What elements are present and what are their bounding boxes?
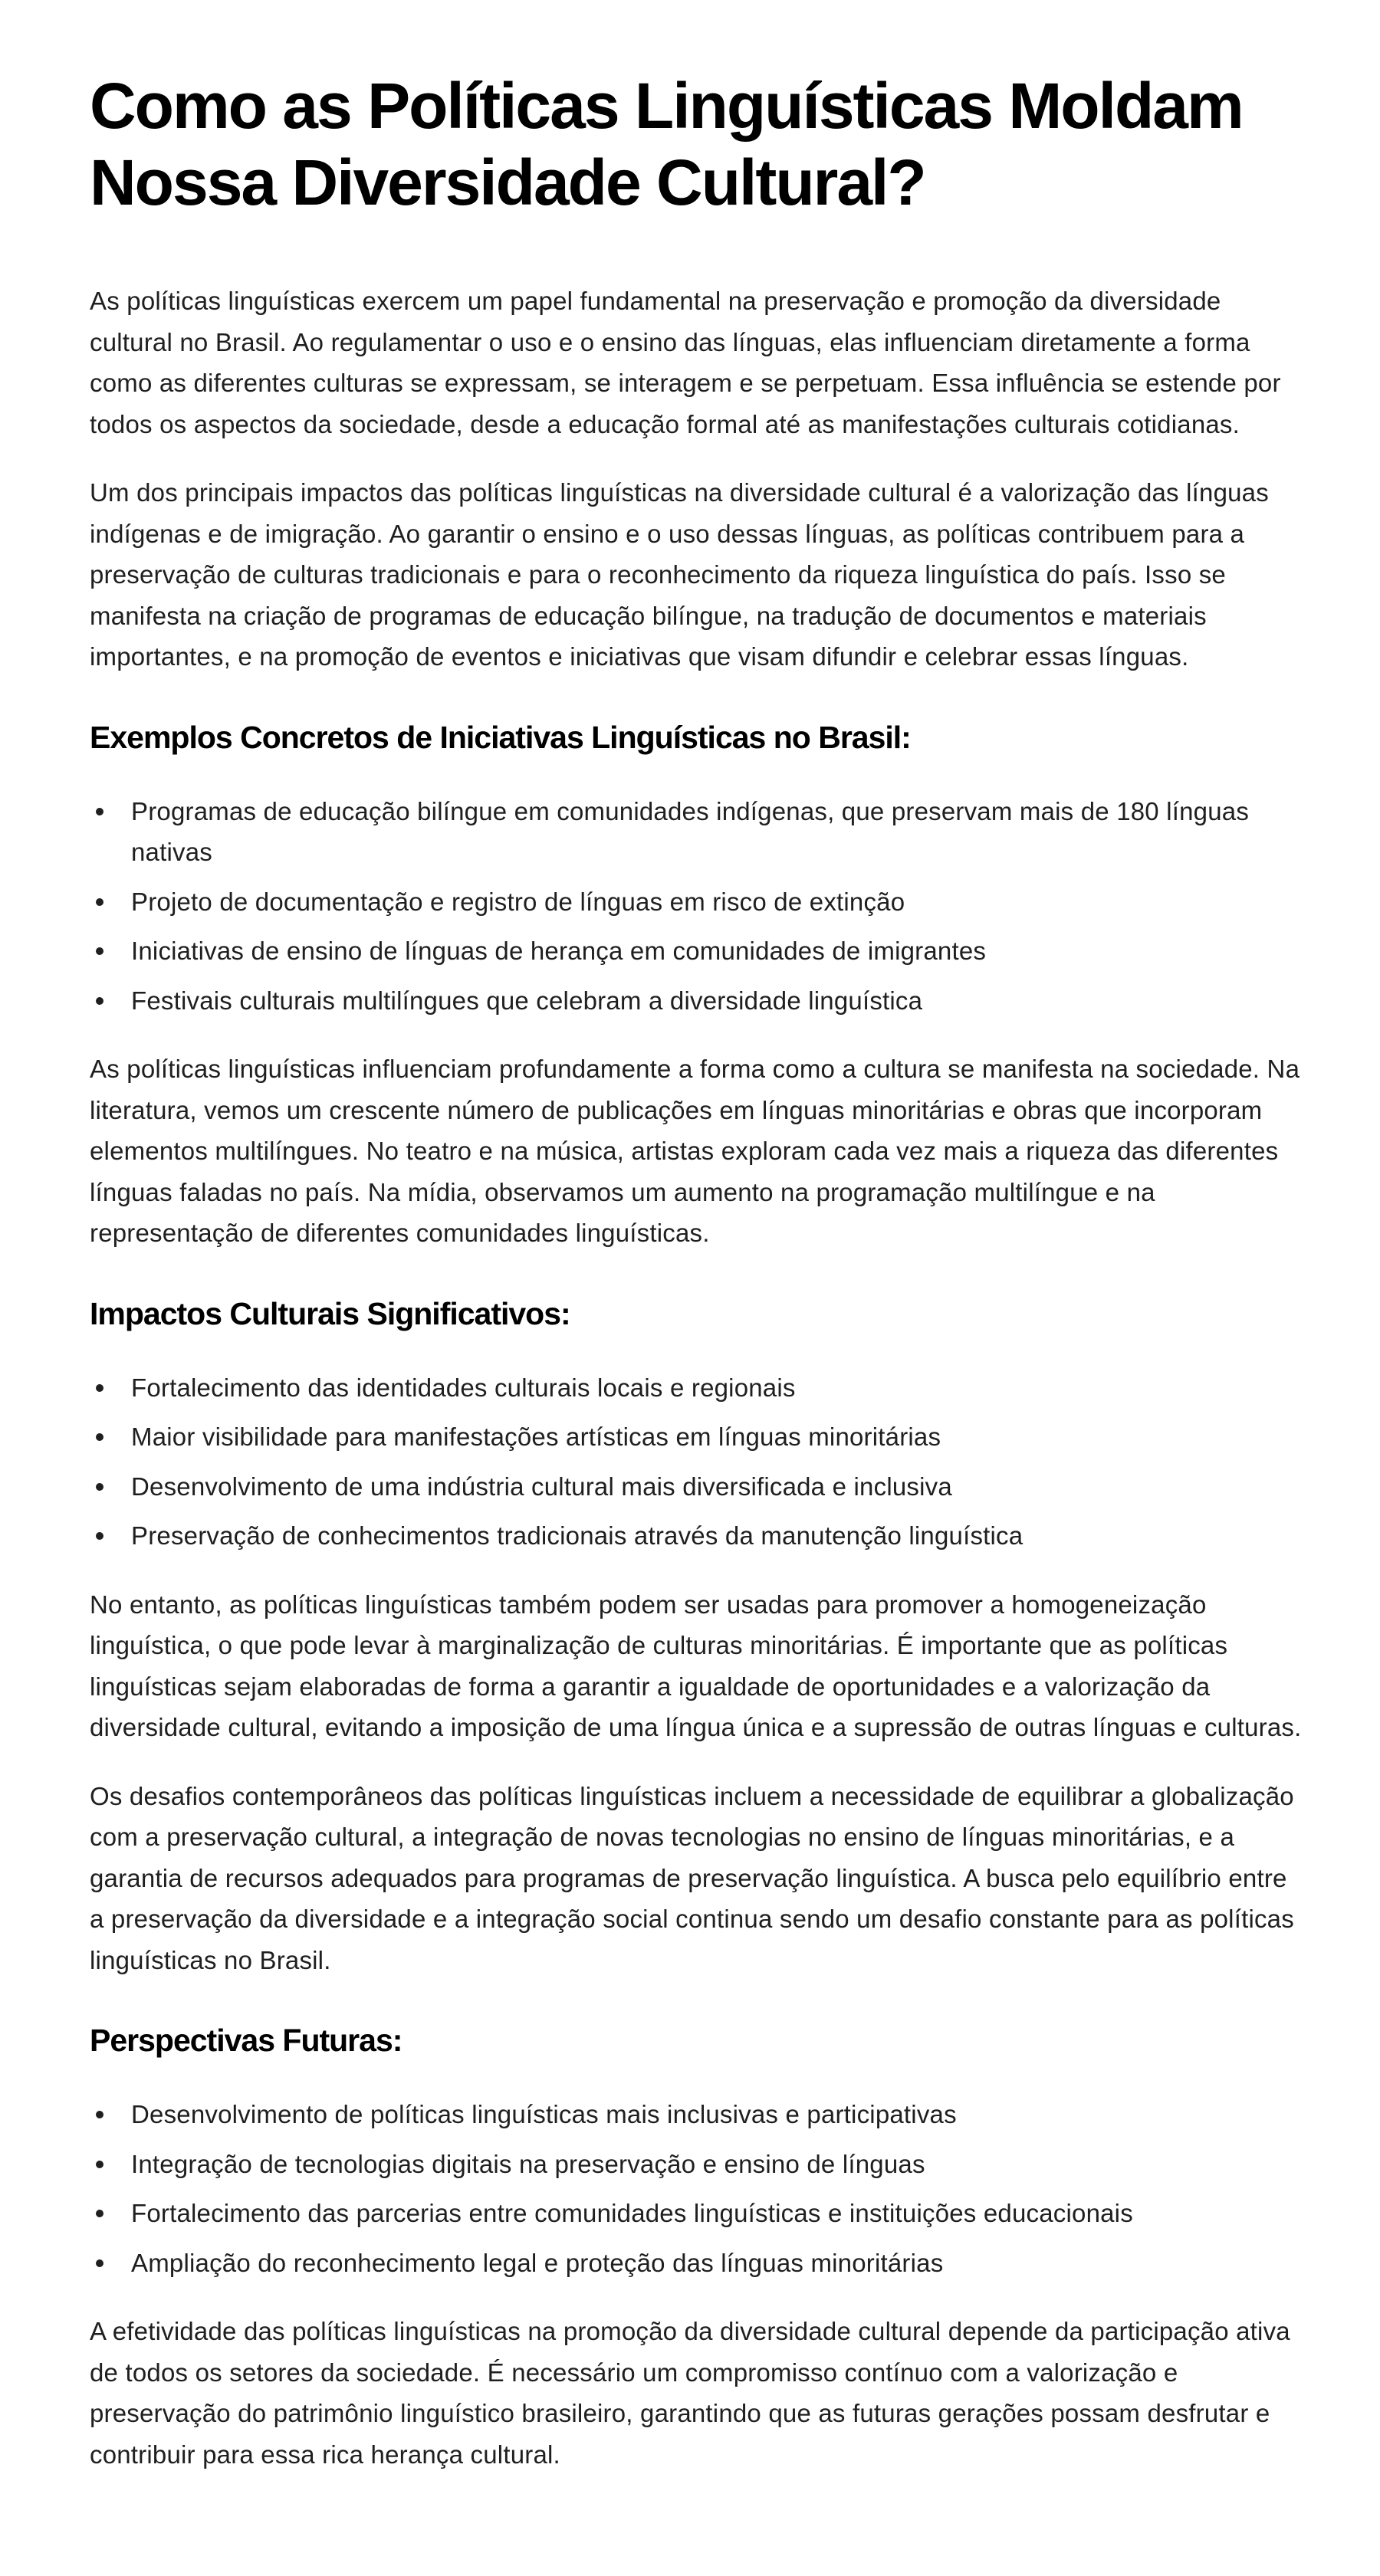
body-paragraph: Os desafios contemporâneos das políticas linguísticas incluem a necessidade de equilibrar a globalização com a preservação cultural, a integração de novas tecnologias no ensino de línguas minoritárias, e a garantia de recursos adequados para programas de preservação linguística. A busca pelo equilíbrio entre a preservação da diversidade e a integração social continua sendo um desafio constante para as políticas linguísticas no Brasil. — [90, 1781, 1294, 1974]
list-item: Maior visibilidade para manifestações artísticas em línguas minoritárias — [131, 1416, 1303, 1458]
list-item: Festivais culturais multilíngues que celebram a diversidade linguística — [131, 980, 1303, 1022]
section-heading-impacts: Impactos Culturais Significativos: — [90, 1295, 570, 1331]
list-item: Integração de tecnologias digitais na preservação e ensino de línguas — [131, 2144, 1303, 2185]
list-item: Projeto de documentação e registro de línguas em risco de extinção — [131, 881, 1303, 923]
body-paragraph: As políticas linguísticas influenciam profundamente a forma como a cultura se manifesta na sociedade. Na literatura, vemos um crescente número de publicações em línguas minoritárias e obras que incorporam elementos multilíngues. No teatro e na música, artistas exploram cada vez mais a riqueza das diferentes línguas faladas no país. Na mídia, observamos um aumento na programação multilíngue e na representação de diferentes comunidades linguísticas. — [90, 1055, 1300, 1247]
intro-paragraph: Um dos principais impactos das políticas linguísticas na diversidade cultural é a valorização das línguas indígenas e de imigração. Ao garantir o ensino e o uso dessas línguas, as políticas contribuem para a preservação de culturas tradicionais e para o reconhecimento da riqueza linguística do país. Isso se manifesta na criação de programas de educação bilíngue, na tradução de documentos e materiais importantes, e na promoção de eventos e iniciativas que visam difundir e celebrar essas línguas. — [90, 478, 1269, 671]
impacts-list — [90, 1367, 1303, 1557]
section-heading-examples: Exemplos Concretos de Iniciativas Linguísticas no Brasil: — [90, 719, 911, 755]
page-title: Como as Políticas Linguísticas Moldam Nossa Diversidade Cultural? — [90, 70, 1243, 218]
list-item: Desenvolvimento de uma indústria cultural mais diversificada e inclusiva — [131, 1466, 1303, 1508]
body-paragraph: No entanto, as políticas linguísticas também podem ser usadas para promover a homogeneização linguística, o que pode levar à marginalização de culturas minoritárias. É importante que as políticas linguísticas sejam elaboradas de forma a garantir a igualdade de oportunidades e a valorização da diversidade cultural, evitando a imposição de uma língua única e a supressão de outras línguas e culturas. — [90, 1590, 1302, 1741]
list-item: Programas de educação bilíngue em comunidades indígenas, que preservam mais de 180 línguas nativas — [131, 791, 1303, 873]
future-list — [90, 2094, 1303, 2283]
section-heading-future: Perspectivas Futuras: — [90, 2023, 402, 2058]
list-item: Fortalecimento das parcerias entre comunidades linguísticas e instituições educacionais — [131, 2193, 1303, 2234]
intro-paragraph: As políticas linguísticas exercem um papel fundamental na preservação e promoção da diversidade cultural no Brasil. Ao regulamentar o uso e o ensino das línguas, elas influenciam diretamente a forma como as diferentes culturas se expressam, se interagem e se perpetuam. Essa influência se estende por todos os aspectos da sociedade, desde a educação formal até as manifestações culturais cotidianas. — [90, 287, 1281, 438]
list-item: Preservação de conhecimentos tradicionais através da manutenção linguística — [131, 1515, 1303, 1557]
list-item: Iniciativas de ensino de línguas de herança em comunidades de imigrantes — [131, 930, 1303, 972]
list-item: Fortalecimento das identidades culturais locais e regionais — [131, 1367, 1303, 1409]
conclusion-paragraph: A efetividade das políticas linguísticas na promoção da diversidade cultural depende da participação ativa de todos os setores da sociedade. É necessário um compromisso contínuo com a valorização e preservação do patrimônio linguístico brasileiro, garantindo que as futuras gerações possam desfrutar e contribuir para essa rica herança cultural. — [90, 2317, 1290, 2469]
examples-list — [90, 791, 1303, 1022]
list-item: Ampliação do reconhecimento legal e proteção das línguas minoritárias — [131, 2243, 1303, 2284]
list-item: Desenvolvimento de políticas linguísticas mais inclusivas e participativas — [131, 2094, 1303, 2135]
